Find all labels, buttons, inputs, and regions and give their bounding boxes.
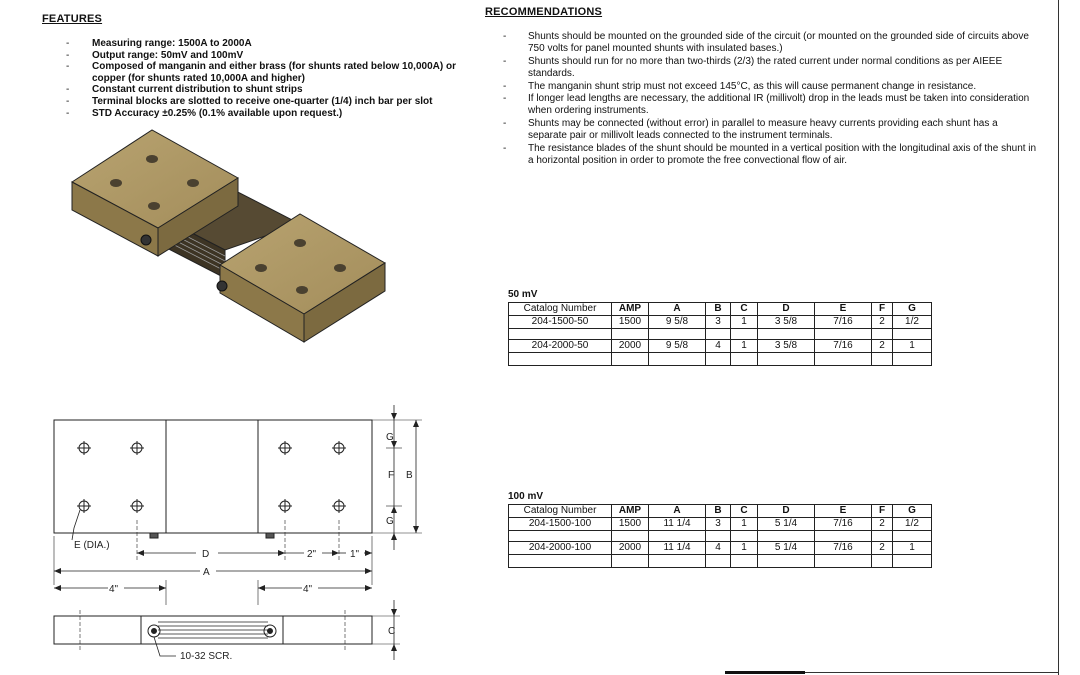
recommendations-heading: RECOMMENDATIONS <box>485 6 603 18</box>
col-b: B <box>706 303 731 316</box>
cell-c: 1 <box>731 518 758 531</box>
recommendation-item: - Shunts should run for no more than two-thirds (2/3) the rated current under normal conditions as per AIEEE standards. <box>503 56 1038 81</box>
table-header-row <box>509 303 932 316</box>
cell-catalog-number: 204-2000-50 <box>509 340 612 353</box>
cell-e: 7/16 <box>815 316 872 329</box>
col-g: G <box>893 505 932 518</box>
shunt-3d-illustration <box>60 128 400 348</box>
dim-label-a: A <box>203 567 210 578</box>
mounting-hole <box>332 441 346 455</box>
table-50mv-title: 50 mV <box>508 289 538 300</box>
dim-label-4in-right: 4" <box>303 584 313 595</box>
table-row <box>509 340 932 353</box>
col-a: A <box>649 303 706 316</box>
spec-table-50mv <box>508 302 932 366</box>
features-list <box>66 38 466 119</box>
cell-b: 3 <box>706 316 731 329</box>
mounting-hole <box>278 441 292 455</box>
col-f: F <box>872 505 893 518</box>
feature-item: - Constant current distribution to shunt strips <box>66 84 466 96</box>
cell-c: 1 <box>731 316 758 329</box>
dim-label-c: C <box>388 626 396 637</box>
cell-a: 9 5/8 <box>649 316 706 329</box>
dim-label-d: D <box>202 549 210 560</box>
dim-label-e-dia: E (DIA.) <box>74 540 110 551</box>
mounting-hole <box>130 499 144 513</box>
recommendation-item: - The manganin shunt strip must not exceed 145°C, as this will cause permanent change in resistance. <box>503 81 1038 93</box>
col-d: D <box>758 303 815 316</box>
cell-d: 5 1/4 <box>758 542 815 555</box>
table-header-row <box>509 505 932 518</box>
spec-table-100mv <box>508 504 932 568</box>
mounting-hole <box>332 499 346 513</box>
feature-item: - Composed of manganin and either brass (for shunts rated below 10,000A) or copper (for shunts rated 10,000A and higher) <box>66 61 466 84</box>
dim-label-4in-left: 4" <box>109 584 119 595</box>
cell-f: 2 <box>872 518 893 531</box>
dim-label-b: B <box>406 470 413 481</box>
recommendations-list <box>503 31 1038 167</box>
mounting-hole <box>130 441 144 455</box>
cell-f: 2 <box>872 316 893 329</box>
cell-d: 5 1/4 <box>758 518 815 531</box>
cell-amp: 2000 <box>612 542 649 555</box>
mounting-hole <box>77 441 91 455</box>
recommendation-item: - The resistance blades of the shunt should be mounted in a vertical position with the longitudinal axis of the shunt in a horizontal position in order to promote the free convectional flow of air. <box>503 143 1038 168</box>
col-d: D <box>758 505 815 518</box>
dim-label-g-top: G <box>386 432 394 443</box>
dim-label-g-bottom: G <box>386 516 394 527</box>
cell-a: 11 1/4 <box>649 542 706 555</box>
col-f: F <box>872 303 893 316</box>
cell-amp: 1500 <box>612 518 649 531</box>
mounting-hole <box>77 499 91 513</box>
cell-e: 7/16 <box>815 542 872 555</box>
mounting-hole <box>278 499 292 513</box>
cell-catalog-number: 204-1500-100 <box>509 518 612 531</box>
cell-b: 4 <box>706 542 731 555</box>
dimension-drawing <box>0 400 480 675</box>
col-amp: AMP <box>612 505 649 518</box>
table-row <box>509 316 932 329</box>
recommendation-item: - Shunts should be mounted on the grounded side of the circuit (or mounted on the grounded side of circuits above 750 volts for panel mounted shunts with insulated bases.) <box>503 31 1038 56</box>
cell-g: 1/2 <box>893 518 932 531</box>
feature-item: - STD Accuracy ±0.25% (0.1% available upon request.) <box>66 108 466 120</box>
cell-g: 1 <box>893 340 932 353</box>
dim-label-2in: 2" <box>307 549 317 560</box>
features-heading: FEATURES <box>42 13 103 25</box>
dim-label-1in: 1" <box>350 549 360 560</box>
cell-c: 1 <box>731 340 758 353</box>
cell-g: 1 <box>893 542 932 555</box>
cell-a: 9 5/8 <box>649 340 706 353</box>
col-a: A <box>649 505 706 518</box>
cell-d: 3 5/8 <box>758 316 815 329</box>
cell-g: 1/2 <box>893 316 932 329</box>
dim-label-f: F <box>388 470 395 481</box>
col-catalog-number: Catalog Number <box>509 303 612 316</box>
table-100mv-title: 100 mV <box>508 491 544 502</box>
feature-item: - Terminal blocks are slotted to receive one-quarter (1/4) inch bar per slot <box>66 96 466 108</box>
recommendation-item: - If longer lead lengths are necessary, the additional IR (millivolt) drop in the leads must be taken into consideration when ordering instruments. <box>503 93 1038 118</box>
col-e: E <box>815 505 872 518</box>
cell-b: 4 <box>706 340 731 353</box>
feature-item: - Measuring range: 1500A to 2000A <box>66 38 466 50</box>
cell-f: 2 <box>872 340 893 353</box>
title-block-edge <box>725 671 805 674</box>
cell-c: 1 <box>731 542 758 555</box>
recommendation-item: - Shunts may be connected (without error) in parallel to measure heavy currents providing each shunt has a separate pair or millivolt leads connected to the instrument terminals. <box>503 118 1038 143</box>
cell-a: 11 1/4 <box>649 518 706 531</box>
col-e: E <box>815 303 872 316</box>
col-c: C <box>731 303 758 316</box>
col-amp: AMP <box>612 303 649 316</box>
dim-label-screw: 10-32 SCR. <box>180 651 233 662</box>
cell-e: 7/16 <box>815 340 872 353</box>
cell-e: 7/16 <box>815 518 872 531</box>
feature-item: - Output range: 50mV and 100mV <box>66 50 466 62</box>
col-c: C <box>731 505 758 518</box>
col-g: G <box>893 303 932 316</box>
cell-catalog-number: 204-2000-100 <box>509 542 612 555</box>
cell-b: 3 <box>706 518 731 531</box>
cell-d: 3 5/8 <box>758 340 815 353</box>
page-border-right <box>1058 0 1059 675</box>
cell-f: 2 <box>872 542 893 555</box>
cell-catalog-number: 204-1500-50 <box>509 316 612 329</box>
col-catalog-number: Catalog Number <box>509 505 612 518</box>
col-b: B <box>706 505 731 518</box>
table-row <box>509 542 932 555</box>
table-row <box>509 518 932 531</box>
cell-amp: 2000 <box>612 340 649 353</box>
cell-amp: 1500 <box>612 316 649 329</box>
